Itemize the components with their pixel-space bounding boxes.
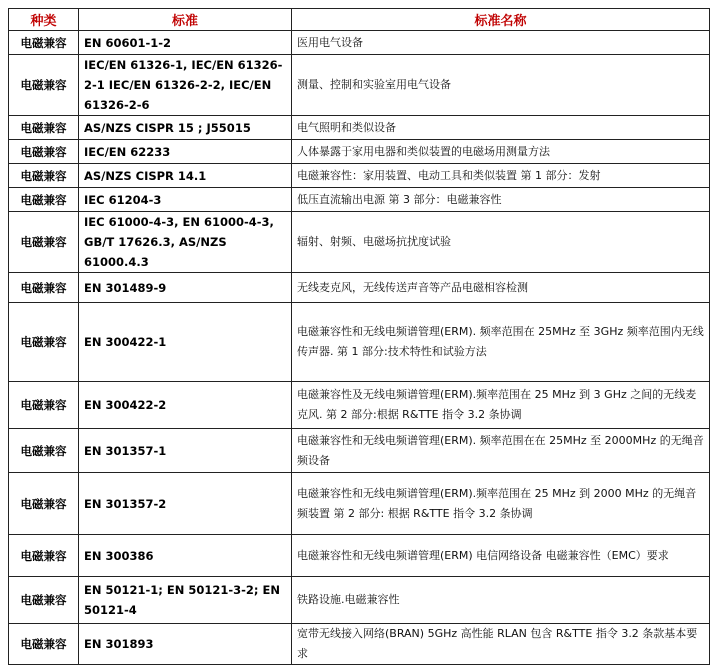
standard-name-cell: 辐射、射频、电磁场抗扰度试验: [292, 212, 710, 273]
standard-name-cell: 低压直流输出电源 第 3 部分：电磁兼容性: [292, 188, 710, 212]
category-cell: 电磁兼容: [9, 624, 79, 665]
standard-cell: AS/NZS CISPR 14.1: [79, 164, 292, 188]
header-standard: 标准: [79, 9, 292, 31]
category-cell: 电磁兼容: [9, 55, 79, 116]
category-cell: 电磁兼容: [9, 382, 79, 429]
standard-name-cell: 宽带无线接入网络(BRAN) 5GHz 高性能 RLAN 包含 R&TTE 指令 3.2 条款基本要求: [292, 624, 710, 665]
standard-name-cell: 电磁兼容性和无线电频谱管理(ERM).频率范围在 25 MHz 到 2000 MHz 的无绳音频装置 第 2 部分: 根据 R&TTE 指令 3.2 条协调: [292, 473, 710, 535]
table-row: [9, 577, 710, 624]
category-cell: 电磁兼容: [9, 473, 79, 535]
header-row: [9, 9, 710, 31]
standard-name-cell: 无线麦克风，无线传送声音等产品电磁相容检测: [292, 273, 710, 303]
standard-cell: AS/NZS CISPR 15 ; J55015: [79, 116, 292, 140]
standard-cell: EN 60601-1-2: [79, 31, 292, 55]
standards-table: [8, 8, 710, 665]
table-row: [9, 273, 710, 303]
standard-cell: EN 301489-9: [79, 273, 292, 303]
table-row: [9, 382, 710, 429]
table-row: [9, 140, 710, 164]
standard-name-cell: 电磁兼容性及无线电频谱管理(ERM).频率范围在 25 MHz 到 3 GHz 之间的无线麦克风. 第 2 部分:根据 R&TTE 指令 3.2 条协调: [292, 382, 710, 429]
standard-cell: EN 50121-1; EN 50121-3-2; EN 50121-4: [79, 577, 292, 624]
standard-name-cell: 测量、控制和实验室用电气设备: [292, 55, 710, 116]
standard-cell: EN 300422-2: [79, 382, 292, 429]
table-row: [9, 535, 710, 577]
category-cell: 电磁兼容: [9, 303, 79, 382]
table-row: [9, 164, 710, 188]
standard-cell: EN 300386: [79, 535, 292, 577]
header-standard-name: 标准名称: [292, 9, 710, 31]
table-row: [9, 116, 710, 140]
category-cell: 电磁兼容: [9, 535, 79, 577]
table-row: [9, 624, 710, 665]
standard-cell: IEC 61204-3: [79, 188, 292, 212]
standard-name-cell: 人体暴露于家用电器和类似装置的电磁场用测量方法: [292, 140, 710, 164]
standard-cell: IEC 61000-4-3, EN 61000-4-3, GB/T 17626.3, AS/NZS 61000.4.3: [79, 212, 292, 273]
category-cell: 电磁兼容: [9, 212, 79, 273]
standard-name-cell: 铁路设施.电磁兼容性: [292, 577, 710, 624]
table-row: [9, 303, 710, 382]
standard-name-cell: 电气照明和类似设备: [292, 116, 710, 140]
standard-name-cell: 电磁兼容性和无线电频谱管理(ERM) 电信网络设备 电磁兼容性（EMC）要求: [292, 535, 710, 577]
header-category: 种类: [9, 9, 79, 31]
standard-cell: EN 301893: [79, 624, 292, 665]
table-row: [9, 473, 710, 535]
category-cell: 电磁兼容: [9, 140, 79, 164]
category-cell: 电磁兼容: [9, 577, 79, 624]
table-row: [9, 429, 710, 473]
standard-cell: EN 301357-1: [79, 429, 292, 473]
standard-cell: EN 301357-2: [79, 473, 292, 535]
table-row: [9, 31, 710, 55]
category-cell: 电磁兼容: [9, 116, 79, 140]
category-cell: 电磁兼容: [9, 429, 79, 473]
category-cell: 电磁兼容: [9, 188, 79, 212]
table-row: [9, 212, 710, 273]
category-cell: 电磁兼容: [9, 164, 79, 188]
table-row: [9, 188, 710, 212]
category-cell: 电磁兼容: [9, 273, 79, 303]
table-row: [9, 55, 710, 116]
standard-name-cell: 电磁兼容性和无线电频谱管理(ERM). 频率范围在在 25MHz 至 2000MHz 的无绳音频设备: [292, 429, 710, 473]
standard-name-cell: 电磁兼容性：家用装置、电动工具和类似装置 第 1 部分：发射: [292, 164, 710, 188]
category-cell: 电磁兼容: [9, 31, 79, 55]
standard-cell: EN 300422-1: [79, 303, 292, 382]
standard-name-cell: 医用电气设备: [292, 31, 710, 55]
standard-name-cell: 电磁兼容性和无线电频谱管理(ERM). 频率范围在 25MHz 至 3GHz 频率范围内无线传声器. 第 1 部分:技术特性和试验方法: [292, 303, 710, 382]
standard-cell: IEC/EN 61326-1, IEC/EN 61326-2-1 IEC/EN 61326-2-2, IEC/EN 61326-2-6: [79, 55, 292, 116]
standard-cell: IEC/EN 62233: [79, 140, 292, 164]
